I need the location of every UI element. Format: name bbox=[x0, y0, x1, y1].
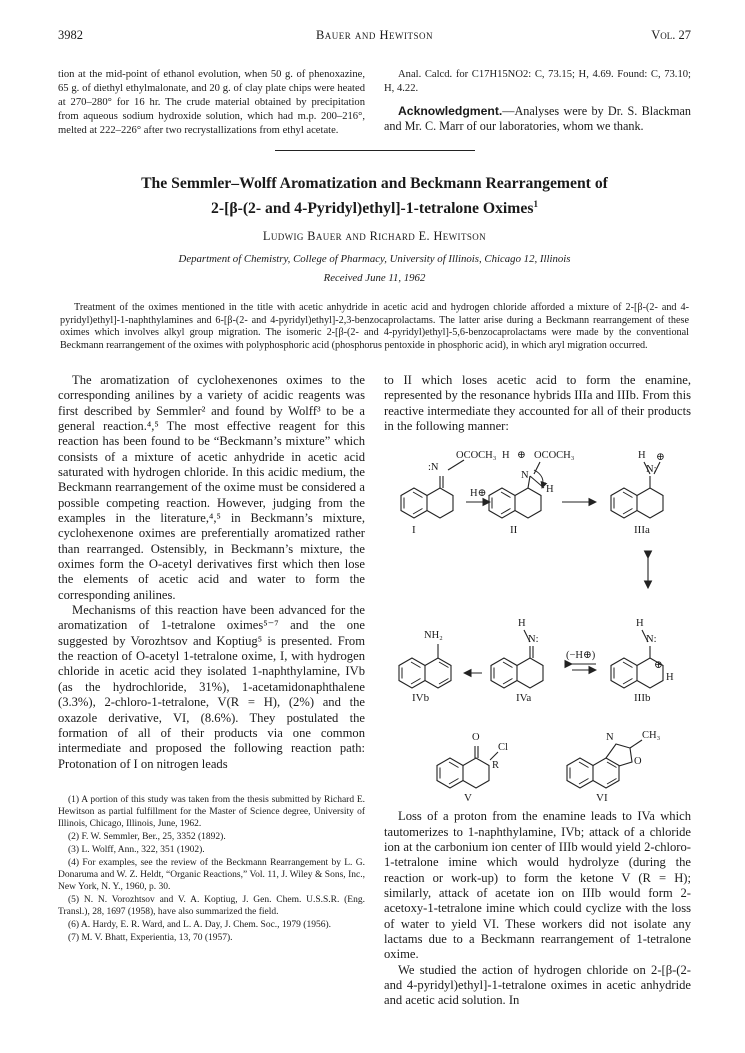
reaction-scheme-drawing bbox=[384, 440, 691, 805]
footnote: (2) F. W. Semmler, Ber., 25, 3352 (1892). bbox=[68, 831, 226, 842]
acknowledgment-heading: Acknowledgment. bbox=[398, 103, 503, 118]
group-label: H bbox=[518, 618, 526, 630]
footnote: (6) A. Hardy, E. R. Ward, and L. A. Day, J. Chem. Soc., 1979 (1956). bbox=[68, 919, 331, 930]
compound-label: IIIb bbox=[634, 692, 651, 705]
group-label: H bbox=[666, 672, 674, 684]
authors: Ludwig Bauer and Richard E. Hewitson bbox=[262, 228, 487, 243]
running-title: Bauer and Hewitson bbox=[315, 28, 434, 42]
page-number: 3982 bbox=[58, 28, 83, 42]
group-label: H bbox=[502, 450, 510, 462]
arrow-label: H⊕ bbox=[470, 488, 487, 500]
group-label: R bbox=[492, 760, 500, 772]
footnote: (1) A portion of this study was taken from the thesis submitted by Richard E. Hewitson as partial fulfillment for the Master of Science degree, University of Illinois, Chicago, Illinois, June, 1962. bbox=[58, 794, 365, 829]
group-label: O bbox=[472, 732, 480, 744]
group-label: N: bbox=[646, 464, 657, 476]
title-line-2: 2-[β-(2- and 4-Pyridyl)ethyl]-1-tetralone Oximes bbox=[211, 199, 534, 217]
compound-label: VI bbox=[596, 792, 608, 805]
analysis-paragraph: Anal. Calcd. for C17H15NO2: C, 73.15; H, 4.69. Found: C, 73.10; H, 4.22. bbox=[384, 69, 691, 94]
group-label: CH₃ bbox=[642, 730, 661, 742]
footnote: (5) N. N. Vorozhtsov and V. A. Koptiug, J. Gen. Chem. U.S.S.R. (Eng. Transl.), 28, 1697 (1958), have also summarized the field. bbox=[58, 894, 365, 917]
body-paragraph-3: to II which loses acetic acid to form the enamine, represented by the resonance hybrids IIIa and IIIb. From this reactive intermediate they accounted for all of their products in the following manner: bbox=[384, 372, 691, 433]
title-line-1: The Semmler–Wolff Aromatization and Beckmann Rearrangement of bbox=[141, 174, 608, 192]
reaction-scheme bbox=[384, 440, 691, 805]
body-paragraph-5: We studied the action of hydrogen chloride on 2-[β-(2- and 4-pyridyl)ethyl]-1-tetralone oximes in acetic anhydride and acetic acid solution. In bbox=[384, 962, 691, 1008]
abstract: Treatment of the oximes mentioned in the title with acetic anhydride in acetic acid and hydrogen chloride afforded a mixture of 2-[β-(2- and 4-pyridyl)ethyl]-1-naphthylamines and 6-[β-(2- and 4-pyridyl)ethyl]-2,3-benzocaprolactams. The latter arise during a Beckmann rearrangement of these oximes which involves alkyl group migration. The isomeric 2-[β-(2- and 4-pyridyl)ethyl]-5,6-benzocaprolactams were made by the conventional Beckmann rearrangement of the oximes with polyphosphoric acid (phosphorus pentoxide in phosphoric acid), in which aryl migration occurred. bbox=[60, 301, 689, 352]
body-paragraph-2: Mechanisms of this reaction have been advanced for the aromatization of 1-tetralone oximes⁵⁻⁷ and the one suggested by Vorozhtsov and Koptiug⁵ is presented. From the reaction of O-acetyl 1-tetralone oxime, I, with hydrogen chloride in acetic acid they isolated 1-naphthylamine, IVb (as the hydrochloride, 31%), 1-acetamidonaphthalene (3.3%), 2-chloro-1-tetralone, V(R = H), (2%) and the oxazole derivative, VI, (8.6%). They postulated the formation of all of their products via one common intermediate and proposed the following reaction path: Protonation of I on nitrogen leads bbox=[58, 603, 365, 771]
group-label: H bbox=[638, 450, 646, 462]
group-label: N: bbox=[646, 634, 657, 646]
group-label: ⊕ bbox=[654, 660, 663, 672]
group-label: :N bbox=[428, 462, 439, 474]
group-label: NH₂ bbox=[424, 630, 443, 642]
body-paragraph-4: Loss of a proton from the enamine leads to IVa which tautomerizes to 1-naphthylamine, IVb; attack of a chloride ion at the carbonium ion center of IIIb would yield 2-chloro-1-tetralone imine which would hydrolyze (during the reaction or work-up) to form the ketone V (R = H); similarly, attack of acetate ion on IIIb would form 2-acetoxy-1-tetralone imine which could cyclize with the loss of water to yield VI. These workers did not isolate any lactams due to a Beckmann rearrangement of 1-tetralone oxime. bbox=[384, 809, 691, 962]
footnote: (4) For examples, see the review of the Beckmann Rearrangement by L. G. Donaruma and W. Z. Heldt, “Organic Reactions,” Vol. 11, J. Wiley & Sons, Inc., New York, N. Y., 1960, p. 30. bbox=[58, 857, 365, 892]
group-label: O bbox=[634, 756, 642, 768]
experimental-paragraph: tion at the mid-point of ethanol evolution, when 50 g. of phenoxazine, 65 g. of diethyl ethylmalonate, and 20 g. of clay plate chips were heated at 270–280° for 16 hr. The crude material obtained by precipitation from aqueous sodium hydroxide solution, which had m.p. 200–216°, melted at 222–226° after two recrystallizations from ethyl acetate. bbox=[58, 69, 365, 136]
body-paragraph-1: The aromatization of cyclohexenones oximes to the corresponding anilines by a variety of acidic reagents was first described by Semmler² and found by Wolff³ to be a general reaction.⁴,⁵ The most effective reagent for this reaction has been found to be “Beckmann’s mixture” which consists of a mixture of acetic anhydride in acetic acid saturated with hydrogen chloride. In this acidic medium, the Beckmann rearrangement of the oxime must be considered a possible competing reaction. However, judging from the examples in the literature,⁴,⁵ in Beckmann’s mixture, cyclohexenone oximes are preferentially aromatized rather than rearranged. Ostensibly, in Beckmann’s mixture, the oximes form the O-acetyl derivatives first which then lose the elements of acetic acid and water to form the corresponding anilines. bbox=[58, 372, 365, 602]
compound-label: I bbox=[412, 524, 416, 537]
group-label: H bbox=[546, 484, 554, 496]
arrow-label: (−H⊕) bbox=[566, 650, 596, 662]
title-footnote-ref: 1 bbox=[533, 198, 538, 209]
compound-label: IVa bbox=[516, 692, 532, 705]
group-label: H bbox=[636, 618, 644, 630]
acknowledgment-text: —Analyses were by Dr. S. Blackman and Mr. C. Marr of our laboratories, whom we thank. bbox=[384, 103, 691, 133]
previous-article-end bbox=[58, 68, 691, 138]
group-label: N bbox=[606, 732, 614, 744]
affiliation: Department of Chemistry, College of Pharmacy, University of Illinois, Chicago 12, Illinois bbox=[178, 252, 571, 265]
article-body bbox=[58, 373, 691, 1009]
acknowledgment-paragraph bbox=[384, 104, 691, 134]
footnote: (7) M. V. Bhatt, Experientia, 13, 70 (1957). bbox=[68, 932, 233, 943]
section-divider bbox=[275, 150, 475, 151]
article-title bbox=[58, 173, 691, 219]
footnotes bbox=[58, 794, 365, 944]
running-head bbox=[58, 28, 691, 68]
received-date: Received June 11, 1962 bbox=[323, 271, 426, 284]
group-label: Cl bbox=[498, 742, 508, 754]
footnote: (3) L. Wolff, Ann., 322, 351 (1902). bbox=[68, 844, 205, 855]
compound-label: V bbox=[464, 792, 472, 805]
group-label: OCOCH₃ bbox=[534, 450, 575, 462]
volume-label: Vol. 27 bbox=[651, 28, 691, 42]
compound-label: IVb bbox=[412, 692, 430, 705]
group-label: N: bbox=[528, 634, 539, 646]
group-label: ⊕ bbox=[517, 450, 526, 462]
group-label: N bbox=[521, 470, 529, 482]
group-label: ⊕ bbox=[656, 452, 665, 464]
group-label: OCOCH₃ bbox=[456, 450, 497, 462]
compound-label: II bbox=[510, 524, 518, 537]
compound-label: IIIa bbox=[634, 524, 650, 537]
